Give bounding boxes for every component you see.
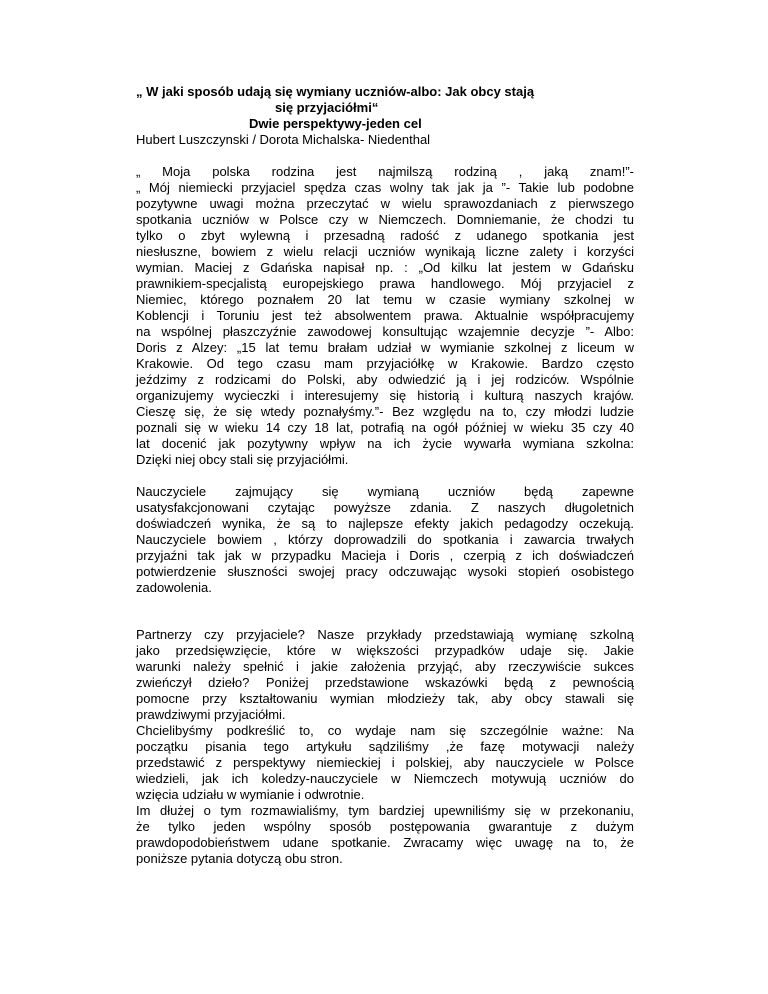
text-line: Cieszę się, że się wtedy poznałyśmy.”- Bez względu na to, czy młodzi ludzie bbox=[136, 404, 634, 419]
text-line: niesłuszne, bowiem z wielu relacji uczniów wynikają liczne zalety i korzyści bbox=[136, 244, 634, 259]
text-line: „ Moja polska rodzina jest najmilszą rodziną , jaką znam!”- bbox=[136, 164, 634, 179]
paragraph-emphasis bbox=[136, 723, 634, 803]
text-line: że tylko jeden wspólny sposób postępowania gwarantuje z dużym bbox=[136, 819, 634, 834]
paragraph-conclusion bbox=[136, 803, 634, 867]
text-line: jako przedsięwzięcie, które w większości przypadków udaje się. Jakie bbox=[136, 643, 634, 658]
title-line-2: się przyjaciółmi“ bbox=[275, 100, 379, 115]
subtitle: Dwie perspektywy-jeden cel bbox=[249, 116, 422, 131]
text-line: Partnerzy czy przyjaciele? Nasze przykłady przedstawiają wymianę szkolną bbox=[136, 627, 634, 642]
text-line: poniższe pytania dotyczą obu stron. bbox=[136, 851, 343, 866]
text-line: pomocne przy kształtowaniu wymian młodzieży tak, aby obcy stawali się bbox=[136, 691, 634, 706]
text-line: przedstawić z perspektywy niemieckiej i polskiej, aby nauczyciele w Polsce bbox=[136, 755, 634, 770]
text-line: lat docenić jak pozytywny wpływ na ich życie wywarła wymiana szkolna: bbox=[136, 436, 634, 451]
paragraph-intro bbox=[136, 164, 634, 468]
text-line: potwierdzenie słuszności swojej pracy odczuwając wysoki stopień osobistego bbox=[136, 564, 634, 579]
text-line: warunki należy spełnić i jakie założenia przyjąć, aby rzeczywiście sukces bbox=[136, 659, 634, 674]
text-line: jeździmy z rodzicami do Polski, aby odwiedzić ją i jej rodziców. Wspólnie bbox=[136, 372, 634, 387]
text-line: Dzięki niej obcy stali się przyjaciółmi. bbox=[136, 452, 349, 467]
text-line: poznali się w wieku 14 czy 18 lat, potrafią na ogół później w wieku 35 czy 40 bbox=[136, 420, 634, 435]
text-line: „ Mój niemiecki przyjaciel spędza czas wolny tak jak ja ”- Takie lub podobne bbox=[136, 180, 634, 195]
text-line: Nauczyciele bowiem , którzy doprowadzili do spotkania i zawarcia trwałych bbox=[136, 532, 634, 547]
text-line: Nauczyciele zajmujący się wymianą uczniów będą zapewne bbox=[136, 484, 634, 499]
text-line: początku pisania tego artykułu sądziliśmy ,że fazę motywacji należy bbox=[136, 739, 634, 754]
text-line: zadowolenia. bbox=[136, 580, 212, 595]
text-line: spotkania uczniów w Polsce czy w Niemczech. Domniemanie, że chodzi tu bbox=[136, 212, 634, 227]
text-line: Krakowie. Od tego czasu mam przyjaciółkę w Krakowie. Bardzo często bbox=[136, 356, 634, 371]
text-line: Chcielibyśmy podkreślić to, co wydaje nam się szczególnie ważne: Na bbox=[136, 723, 634, 738]
text-line: prawdziwymi przyjaciółmi. bbox=[136, 707, 286, 722]
text-line: Im dłużej o tym rozmawialiśmy, tym bardziej upewniliśmy się w przekonaniu, bbox=[136, 803, 634, 818]
text-line: Niemiec, którego poznałem 20 lat temu w czasie wymiany szkolnej w bbox=[136, 292, 634, 307]
text-line: pozytywne uwagi można przeczytać w wielu sprawozdaniach z pierwszego bbox=[136, 196, 634, 211]
text-line: zwieńczył dzieło? Poniżej przedstawione wskazówki będą z pewnością bbox=[136, 675, 634, 690]
text-line: usatysfakcjonowani czytając powyższe zdania. Z naszych długoletnich bbox=[136, 500, 634, 515]
document-page bbox=[136, 84, 634, 867]
text-line: na wspólnej płaszczyźnie zawodowej konsultując wzajemnie decyzje ”- Albo: bbox=[136, 324, 634, 339]
text-line: organizujemy wycieczki i interesujemy się historią i kulturą naszych krajów. bbox=[136, 388, 634, 403]
text-line: przyjaźni tak jak w przypadku Macieja i Doris , czerpią z ich doświadczeń bbox=[136, 548, 634, 563]
text-line: wzięcia udziału w wymianie i odwrotnie. bbox=[136, 787, 365, 802]
text-line: tylko o zbyt wylewną i przesadną radość z udanego spotkania jest bbox=[136, 228, 634, 243]
text-line: Doris z Alzey: „15 lat temu brałam udział w wymianie szkolnej z liceum w bbox=[136, 340, 634, 355]
paragraph-teachers bbox=[136, 484, 634, 596]
text-line: doświadczeń wynika, że są to najlepsze efekty jakich pedagodzy oczekują. bbox=[136, 516, 634, 531]
text-line: prawdopodobieństwem udane spotkanie. Zwracamy więc uwagę na to, że bbox=[136, 835, 634, 850]
text-line: prawnikiem-specjalistą europejskiego prawa handlowego. Mój przyjaciel z bbox=[136, 276, 634, 291]
text-line: wiedzieli, jak ich koledzy-nauczyciele w Niemczech motywują uczniów do bbox=[136, 771, 634, 786]
title-line-1: „ W jaki sposób udają się wymiany uczniów-albo: Jak obcy stają bbox=[136, 84, 535, 99]
paragraph-partners bbox=[136, 627, 634, 723]
text-line: wymian. Maciej z Gdańska napisał np. : „Od kilku lat jestem w Gdańsku bbox=[136, 260, 634, 275]
authors: Hubert Luszczynski / Dorota Michalska- Niedenthal bbox=[136, 132, 431, 147]
text-line: Koblencji i Toruniu jest też absolwentem prawa. Aktualnie współpracujemy bbox=[136, 308, 634, 323]
